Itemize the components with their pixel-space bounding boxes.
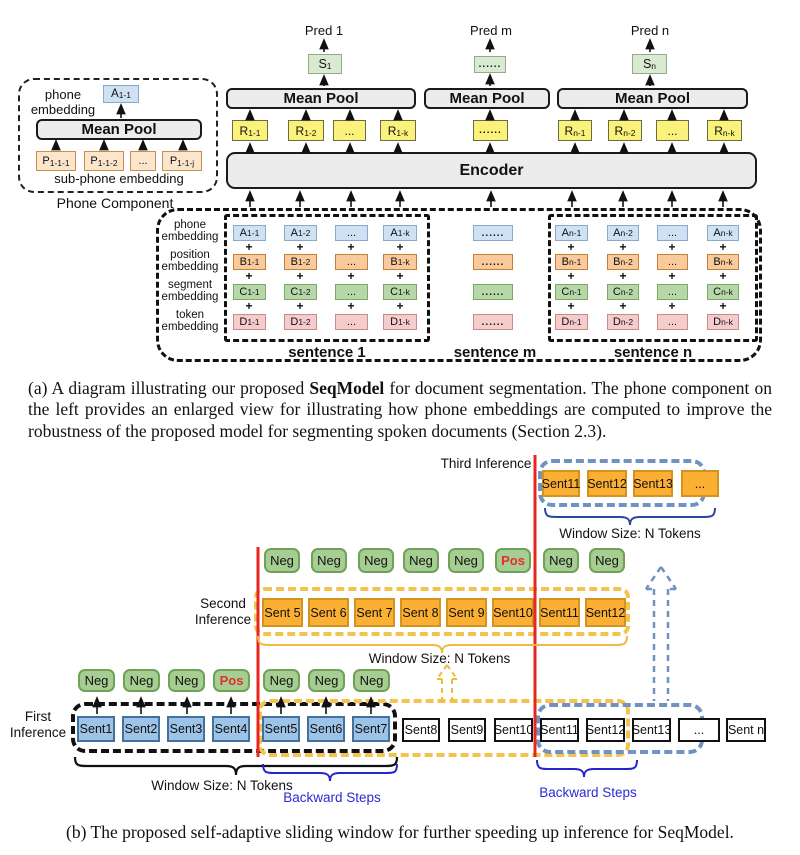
- box-sub: n-k: [720, 257, 733, 267]
- box-sub: 1-2: [298, 257, 311, 267]
- plus-sign: +: [296, 240, 304, 254]
- mean-pool-bar: Mean Pool: [424, 88, 550, 109]
- caption-b: (b) The proposed self-adaptive sliding window for further speeding up inference for SeqModel.: [66, 822, 734, 842]
- box-sub: 1-1: [247, 287, 260, 297]
- pred-box: Neg: [448, 548, 484, 573]
- s-box: [308, 54, 342, 74]
- plus-sign: +: [719, 269, 727, 283]
- plus-sign: +: [719, 240, 727, 254]
- box-sub: 1: [326, 61, 332, 71]
- blue-dashed-arrow: [646, 567, 676, 701]
- r-box: [558, 120, 592, 141]
- box-sub: n-2: [620, 317, 634, 327]
- sent-box: Sent12: [586, 718, 625, 742]
- box-text: P: [169, 155, 178, 167]
- pred-box: Neg: [589, 548, 625, 573]
- box-sub: 1-2: [298, 228, 311, 238]
- embedding-cell: [555, 225, 588, 241]
- yellow-dashed-arrow: [437, 665, 457, 701]
- box-sub: 1-1-j: [177, 158, 195, 168]
- box-text: R: [387, 123, 397, 138]
- r-box: ...: [656, 120, 689, 141]
- caption-a: [28, 378, 772, 442]
- phone-embedding-label: phone embedding: [30, 87, 96, 117]
- r-box: ...: [333, 120, 366, 141]
- pred-box: Neg: [311, 548, 347, 573]
- sent-box: ...: [681, 470, 719, 497]
- embedding-cell: [383, 314, 417, 330]
- sub-phone-box: [130, 151, 156, 171]
- box-text: C: [290, 286, 299, 298]
- box-sub: n-1: [569, 287, 582, 297]
- box-sub: 1-1-1: [49, 158, 70, 168]
- pred-box: Neg: [308, 669, 345, 692]
- mean-pool-bar: Mean Pool: [226, 88, 416, 109]
- pred-box: Neg: [353, 669, 390, 692]
- backward-steps-label: Backward Steps: [539, 785, 637, 800]
- embedding-cell: [607, 284, 639, 300]
- box-sub: n-1: [569, 257, 582, 267]
- box-sub: 1-k: [396, 128, 409, 138]
- pred-box: Neg: [123, 669, 160, 692]
- pred-label: Pred m: [470, 23, 512, 38]
- box-text: R: [295, 123, 305, 138]
- sent-box: Sent 9: [446, 598, 487, 627]
- box-sub: 1-1: [118, 90, 131, 100]
- embedding-cell: [607, 314, 639, 330]
- pred-box: Neg: [78, 669, 115, 692]
- sent-box: Sent13: [632, 718, 671, 742]
- plus-sign: +: [347, 299, 355, 313]
- box-sub: 1-1-2: [97, 158, 118, 168]
- sent-box: Sent8: [402, 718, 440, 742]
- plus-sign: +: [245, 269, 253, 283]
- box-sub: 1-1: [247, 228, 260, 238]
- sentence-title: sentence n: [613, 344, 693, 361]
- plus-sign: +: [347, 240, 355, 254]
- box-text: A: [713, 227, 721, 239]
- box-text: B: [713, 256, 721, 268]
- r-box: ......: [473, 120, 508, 141]
- box-sub: 1-k: [398, 317, 410, 327]
- box-text: C: [713, 286, 722, 298]
- sent-box: Sent11: [540, 718, 579, 742]
- plus-sign: +: [619, 240, 627, 254]
- sub-phone-box: [84, 151, 124, 171]
- pos-box: Pos: [495, 548, 531, 573]
- window-size-label: Window Size: N Tokens: [151, 778, 293, 793]
- third-inference-label: Third Inference: [440, 456, 532, 471]
- box-text: B: [390, 256, 398, 268]
- embedding-cell: [707, 284, 739, 300]
- plus-sign: +: [396, 240, 404, 254]
- embedding-cell: [707, 225, 739, 241]
- embedding-cell: [555, 284, 588, 300]
- phone-a-box: [103, 85, 139, 103]
- sent-box: Sent 8: [400, 598, 441, 627]
- box-text: R: [564, 123, 574, 138]
- box-text: R: [614, 123, 624, 138]
- box-sub: n-1: [569, 228, 582, 238]
- brace-third-window: [545, 508, 715, 525]
- pred-box: Neg: [543, 548, 579, 573]
- embedding-cell: [383, 225, 417, 241]
- box-text: P: [42, 155, 50, 167]
- second-inference-label: Second Inference: [194, 596, 252, 627]
- caption-a-bold: SeqModel: [309, 378, 385, 398]
- box-sub: 1-1: [247, 257, 260, 267]
- box-text: D: [390, 316, 399, 328]
- box-sub: n-k: [721, 317, 733, 327]
- embedding-cell: ...: [335, 314, 368, 330]
- plus-sign: +: [347, 269, 355, 283]
- plus-sign: +: [668, 299, 676, 313]
- plus-sign: +: [396, 299, 404, 313]
- sent-box: Sent7: [352, 716, 390, 742]
- embedding-cell: [233, 225, 266, 241]
- box-text: A: [111, 88, 119, 100]
- embedding-cell: ...: [657, 225, 688, 241]
- pred-box: Neg: [263, 669, 300, 692]
- embedding-cell: [284, 284, 317, 300]
- pred-label: Pred n: [630, 23, 670, 38]
- box-text: R: [714, 123, 723, 138]
- embedding-cell: ...: [335, 284, 368, 300]
- box-text: B: [239, 256, 248, 268]
- phone-mean-pool-bar: Mean Pool: [36, 119, 202, 140]
- box-sub: n-1: [569, 317, 582, 327]
- embedding-cell: ......: [473, 284, 513, 300]
- box-text: A: [613, 227, 621, 239]
- box-text: C: [612, 286, 621, 298]
- box-sub: 1-1: [247, 317, 260, 327]
- box-text: D: [713, 316, 722, 328]
- box-text: D: [239, 316, 248, 328]
- box-text: D: [561, 316, 570, 328]
- plus-sign: +: [619, 299, 627, 313]
- brace-first-window: [75, 757, 397, 775]
- pred-box: Neg: [168, 669, 205, 692]
- embedding-cell: ...: [335, 254, 368, 270]
- box-text: C: [561, 286, 570, 298]
- embedding-cell: [555, 254, 588, 270]
- box-text: ...: [138, 155, 148, 167]
- box-text: C: [390, 286, 399, 298]
- embedding-cell: [383, 254, 417, 270]
- first-inference-label: First Inference: [9, 709, 67, 740]
- embedding-cell: [284, 254, 317, 270]
- brace-backward-2: [537, 760, 637, 777]
- r-box: [288, 120, 324, 141]
- embedding-cell: [233, 314, 266, 330]
- box-sub: n-2: [620, 257, 633, 267]
- box-text: A: [239, 227, 248, 239]
- box-text: D: [612, 316, 621, 328]
- box-sub: 1-k: [398, 287, 410, 297]
- embedding-cell: [233, 254, 266, 270]
- sub-phone-box: [36, 151, 76, 171]
- box-text: D: [290, 316, 299, 328]
- s-box: ......: [474, 56, 506, 73]
- sent-box: Sent10: [492, 598, 534, 627]
- box-sub: n-2: [623, 128, 636, 138]
- box-text: A: [561, 227, 570, 239]
- box-text: P: [90, 155, 98, 167]
- embedding-cell: [233, 284, 266, 300]
- box-sub: n-k: [722, 128, 735, 138]
- embedding-cell: ...: [657, 314, 688, 330]
- r-box: [608, 120, 642, 141]
- box-text: A: [290, 227, 299, 239]
- phone-component-label: Phone Component: [56, 195, 174, 211]
- embedding-cell: ...: [657, 254, 688, 270]
- box-sub: 1-k: [397, 257, 410, 267]
- box-text: B: [613, 256, 621, 268]
- plus-sign: +: [296, 269, 304, 283]
- sub-phone-embedding-label: sub-phone embedding: [54, 171, 184, 186]
- row-label: token embedding: [161, 309, 219, 334]
- box-sub: n-2: [620, 228, 633, 238]
- sent-box: Sent 6: [308, 598, 349, 627]
- box-text: C: [239, 286, 248, 298]
- plus-sign: +: [668, 240, 676, 254]
- embedding-cell: [707, 254, 739, 270]
- sent-box: Sent13: [633, 470, 673, 497]
- r-box: [707, 120, 742, 141]
- sent-box: Sent9: [448, 718, 486, 742]
- sent-box: ...: [678, 718, 720, 742]
- sub-phone-box: [162, 151, 202, 171]
- embedding-cell: [383, 284, 417, 300]
- backward-steps-label: Backward Steps: [283, 790, 381, 805]
- row-label: phone embedding: [161, 219, 219, 244]
- sentence-title: sentence 1: [288, 344, 366, 361]
- embedding-cell: [284, 314, 317, 330]
- box-sub: n-1: [573, 128, 586, 138]
- embedding-cell: [607, 254, 639, 270]
- pos-box: Pos: [213, 669, 250, 692]
- sent-box: Sent 7: [354, 598, 395, 627]
- plus-sign: +: [396, 269, 404, 283]
- pred-box: Neg: [264, 548, 300, 573]
- plus-sign: +: [296, 299, 304, 313]
- box-sub: 1-k: [397, 228, 410, 238]
- pred-label: Pred 1: [304, 23, 344, 38]
- r-box: [380, 120, 416, 141]
- embedding-cell: [555, 314, 588, 330]
- sent-box: Sent11: [542, 470, 580, 497]
- box-text: B: [561, 256, 570, 268]
- embedding-cell: ......: [473, 314, 513, 330]
- box-text: A: [390, 227, 398, 239]
- plus-sign: +: [245, 240, 253, 254]
- embedding-cell: [284, 225, 317, 241]
- box-sub: n-k: [720, 228, 733, 238]
- box-sub: n-k: [721, 287, 733, 297]
- plus-sign: +: [719, 299, 727, 313]
- sent-box: Sent12: [587, 470, 627, 497]
- box-sub: 1-2: [298, 317, 311, 327]
- embedding-cell: [607, 225, 639, 241]
- embedding-cell: ...: [657, 284, 688, 300]
- sent-box: Sent1: [77, 716, 115, 742]
- pred-box: Neg: [358, 548, 394, 573]
- plus-sign: +: [619, 269, 627, 283]
- plus-sign: +: [567, 269, 575, 283]
- encoder-bar: Encoder: [226, 152, 757, 189]
- pred-box: Neg: [403, 548, 439, 573]
- box-sub: 1-2: [304, 128, 317, 138]
- sent-box: Sent5: [262, 716, 300, 742]
- sent-box: Sent4: [212, 716, 250, 742]
- embedding-cell: ...: [335, 225, 368, 241]
- mean-pool-bar: Mean Pool: [557, 88, 748, 109]
- caption-a-text: (a) A diagram illustrating our proposed: [28, 378, 310, 398]
- plus-sign: +: [567, 240, 575, 254]
- sent-box: Sent 5: [262, 598, 303, 627]
- row-label: segment embedding: [161, 279, 219, 304]
- box-sub: 1-2: [298, 287, 311, 297]
- sent-box: Sent3: [167, 716, 205, 742]
- box-sub: 1-1: [248, 128, 261, 138]
- embedding-cell: ......: [473, 254, 513, 270]
- r-box: [232, 120, 268, 141]
- s-box: [632, 54, 667, 74]
- window-size-label: Window Size: N Tokens: [368, 651, 511, 666]
- sent-box: Sent2: [122, 716, 160, 742]
- sent-box: Sent11: [539, 598, 580, 627]
- box-text: S: [642, 57, 652, 71]
- sent-box: Sent10: [494, 718, 533, 742]
- sent-box: Sent n: [726, 718, 766, 742]
- box-text: B: [290, 256, 299, 268]
- row-label: position embedding: [161, 249, 219, 274]
- sentence-title: sentence m: [453, 344, 537, 361]
- box-sub: n: [651, 61, 657, 71]
- box-text: S: [318, 57, 327, 71]
- box-text: R: [239, 123, 249, 138]
- plus-sign: +: [245, 299, 253, 313]
- plus-sign: +: [668, 269, 676, 283]
- sent-box: Sent12: [585, 598, 626, 627]
- plus-sign: +: [567, 299, 575, 313]
- embedding-cell: ......: [473, 225, 513, 241]
- window-size-label: Window Size: N Tokens: [559, 526, 701, 541]
- embedding-cell: [707, 314, 739, 330]
- box-sub: n-2: [620, 287, 634, 297]
- sent-box: Sent6: [307, 716, 345, 742]
- caption-a-text: for document segmentation. The phone component on the left provides an enlarged view for illustrating how phone embeddings are computed to improve the robustness of the proposed model for segmenting spoken documents (Section 2.3).: [28, 378, 772, 441]
